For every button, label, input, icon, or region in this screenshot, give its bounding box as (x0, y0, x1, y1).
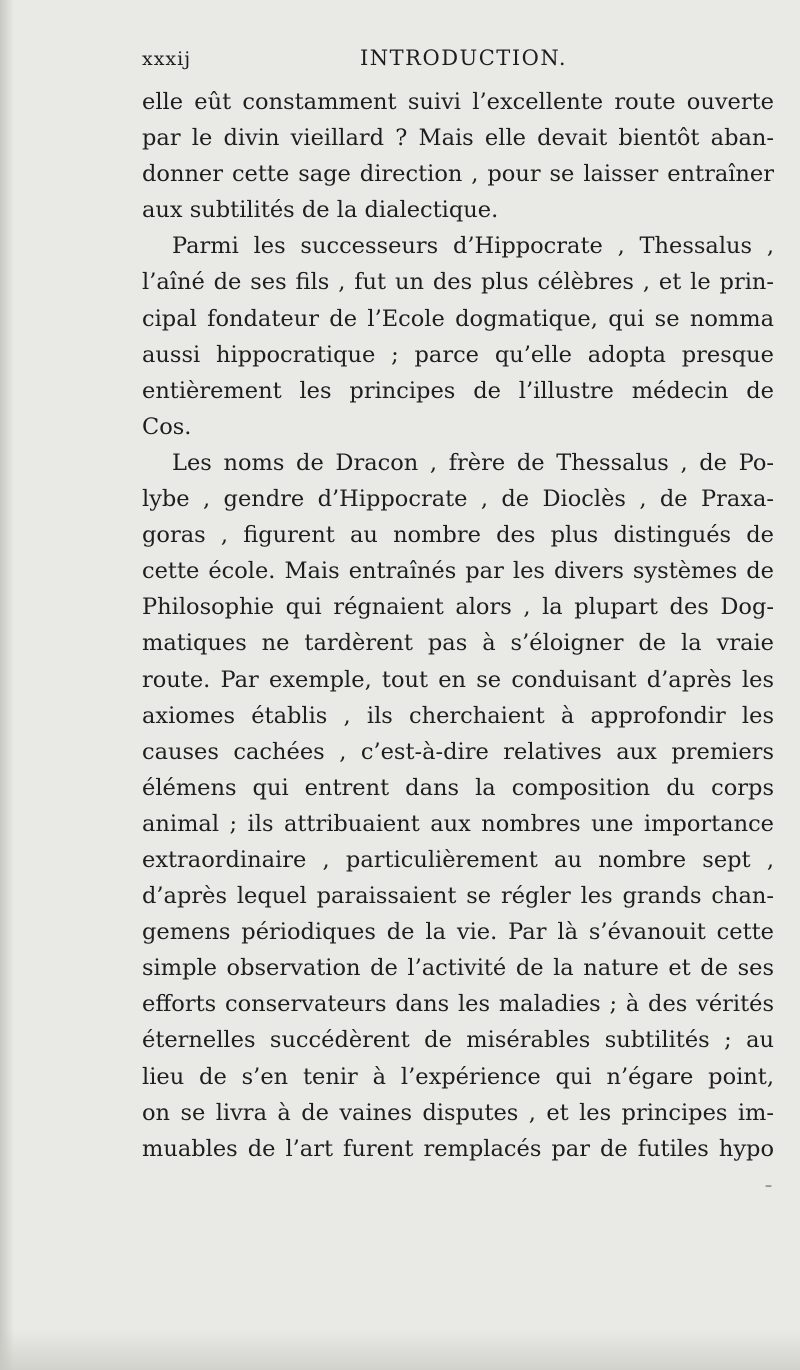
body-text (142, 84, 774, 1167)
text-line: causes cachées , c’est-à-dire relatives aux premiers (142, 738, 774, 765)
text-line: extraordinaire , particulièrement au nombre sept , (142, 846, 774, 873)
text-line: Philosophie qui régnaient alors , la plupart des Dog- (142, 594, 774, 621)
text-line: axiomes établis , ils cherchaient à approfondir les (142, 702, 774, 729)
text-line: efforts conservateurs dans les maladies ; à des vérités (142, 991, 774, 1018)
text-line: muables de l’art furent remplacés par de futiles hypo (142, 1135, 774, 1162)
text-line: cette école. Mais entraînés par les divers systèmes de (142, 558, 774, 585)
text-line: aussi hippocratique ; parce qu’elle adopta presque (142, 341, 774, 368)
text-line: goras , figurent au nombre des plus distingués de (142, 522, 774, 549)
text-line: cipal fondateur de l’Ecole dogmatique, qui se nomma (142, 305, 774, 332)
text-line: lybe , gendre d’Hippocrate , de Dioclès , de Praxa- (142, 486, 774, 513)
page-gutter-shadow (0, 0, 14, 1370)
text-line: matiques ne tardèrent pas à s’éloigner de la vraie (142, 630, 774, 657)
text-line: l’aîné de ses fils , fut un des plus célèbres , et le prin- (142, 269, 774, 296)
text-line: Cos. (142, 413, 192, 440)
text-line: on se livra à de vaines disputes , et les principes im- (142, 1099, 774, 1126)
text-line: par le divin vieillard ? Mais elle devait bientôt aban- (142, 125, 774, 152)
text-line: élémens qui entrent dans la composition du corps (142, 774, 774, 801)
text-line: lieu de s’en tenir à l’expérience qui n’égare point, (142, 1063, 774, 1090)
page-bottom-shadow (0, 1330, 800, 1370)
text-line: animal ; ils attribuaient aux nombres une importance (142, 810, 774, 837)
page-number: xxxij (142, 48, 192, 70)
running-head: INTRODUCTION. (360, 46, 568, 70)
text-line: éternelles succédèrent de misérables subtilités ; au (142, 1027, 774, 1054)
text-line: entièrement les principes de l’illustre médecin de (142, 377, 774, 404)
text-line: aux subtilités de la dialectique. (142, 197, 499, 224)
catch-mark: – (765, 1178, 772, 1194)
text-line: donner cette sage direction , pour se laisser entraîner (142, 161, 774, 188)
text-line: Parmi les successeurs d’Hippocrate , Thessalus , (172, 233, 774, 260)
text-line: route. Par exemple, tout en se conduisant d’après les (142, 666, 774, 693)
text-line: d’après lequel paraissaient se régler les grands chan- (142, 883, 774, 910)
page-header (142, 44, 774, 84)
text-line: Les noms de Dracon , frère de Thessalus , de Po- (172, 449, 774, 476)
text-line: gemens périodiques de la vie. Par là s’évanouit cette (142, 919, 774, 946)
text-line: simple observation de l’activité de la nature et de ses (142, 955, 774, 982)
text-line: elle eût constamment suivi l’excellente route ouverte (142, 89, 774, 115)
